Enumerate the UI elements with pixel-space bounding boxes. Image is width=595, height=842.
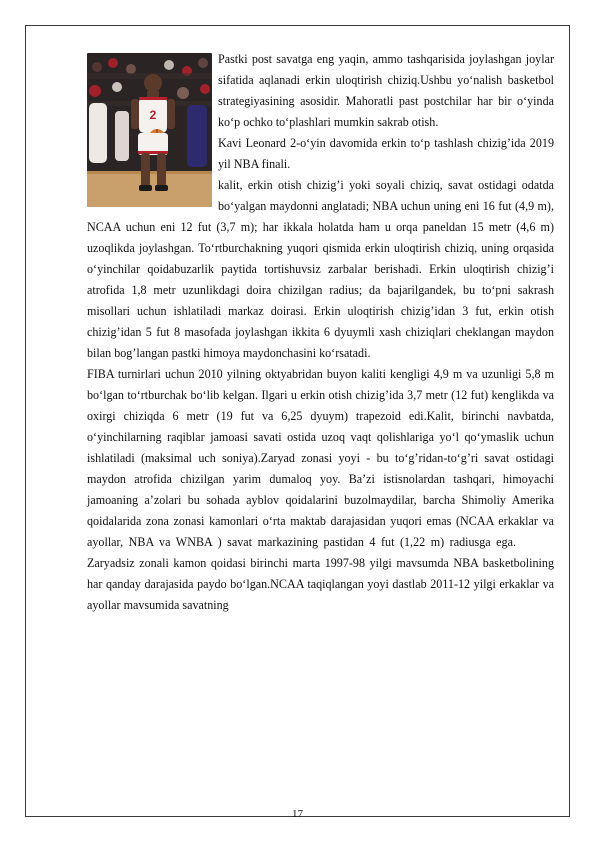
paragraph-4-text: FIBA turnirlari uchun 2010 yilning oktyabridan buyon kaliti kengligi 4,9 m va uzunligi 5,8 m bo‘lgan to‘rtburchak bo‘lib kelgan. Ilgari u erkin otish chizig’ida 3,7 metr (12 fut) kenglikda va oxirgi chiziqda 6 metr (19 fut va 6,25 dyuym) trapezoid edi.Kalit, birinchi navbatda, o‘yinchilarning raqiblar jamoasi savati ostida uzoq vaqt qolishlariga yo‘l qo‘ymaslik uchun ishlatiladi (maksimal uch soniya).Zaryad zonasi yoyi - bu to‘g’ridan-to‘g’ri savat ostidagi maydon atrofida chizilgan yarim dumaloq yoy. Ba’zi istisnolardan tashqari, himoyachi jamoaning a’zolari bu sohada ayblov qoidalarini buzolmaydilar, barcha Shimoliy Amerika qoidalarida zona zonasi kamonlari o‘rta maktab darajasidan yuqori emas (NCAA erkaklar va ayollar, NBA va WNBA ) savat markazining pastidan 4 fut (1,22 m) radiusga ega. (87, 367, 554, 549)
paragraph-5-text: Zaryadsiz zonali kamon qoidasi birinchi marta 1997-98 yilgi mavsumda NBA basketbolining har qanday darajasida paydo bo‘lgan.NCAA taqiqlangan yoyi dastlab 2011-12 yilgi erkaklar va ayollar mavsumida savatning (87, 556, 554, 612)
document-body (87, 49, 554, 616)
paragraph-1: Pastki post savatga eng yaqin, ammo tashqarisida joylashgan joylar sifatida aqlanadi erkin uloqtirish chiziq.Ushbu yo‘nalish basketbol strategiyasining asosidir. Mahoratli past postchilar har bir o‘yinda ko‘p ochko to‘plashlari mumkin sakrab otish. (218, 52, 554, 129)
paragraph-3: kalit, erkin otish chizig’i yoki soyali chiziq, savat ostidagi odatda bo‘yalgan maydonni anglatadi; NBA uchun uning eni 16 fut (4,9 m), NCAA uchun eni 12 fut (3,7 m); har ikkala holatda ham u orqa paneldan 15 metr (4,6 m) uzoqlikda joylashgan. To‘rtburchakning yuqori qismida erkin uloqtirish chiziq, uning orqasida o‘yinchilar qoidabuzarlik paytida tortishuvsiz zarbalar berishadi. Erkin uloqtirish chizig’i atrofida 1,8 metr uzunlikdagi doira chizilgan radius; da bajarilgandek, bu to‘pni sakrash misollari uchun ishlatiladi markaz doirasi. Erkin uloqtirish chizig’idan 3 fut, erkin otish chizig’idan 5 fut 8 masofada joylashgan ikkita 6 dyuymli xash chiziqlari cheklangan maydon bilan bog’langan pastki himoya maydonchasini ko‘rsatadi. (87, 178, 554, 360)
jersey-number: 2 (149, 108, 157, 122)
page-number: 17 (292, 808, 303, 820)
paragraph-4 (87, 364, 554, 616)
paragraph-2: Kavi Leonard 2-o‘yin davomida erkin to‘p tashlash chizig’ida 2019 yil NBA finali. (218, 136, 554, 171)
basketball-player-photo (87, 53, 212, 207)
